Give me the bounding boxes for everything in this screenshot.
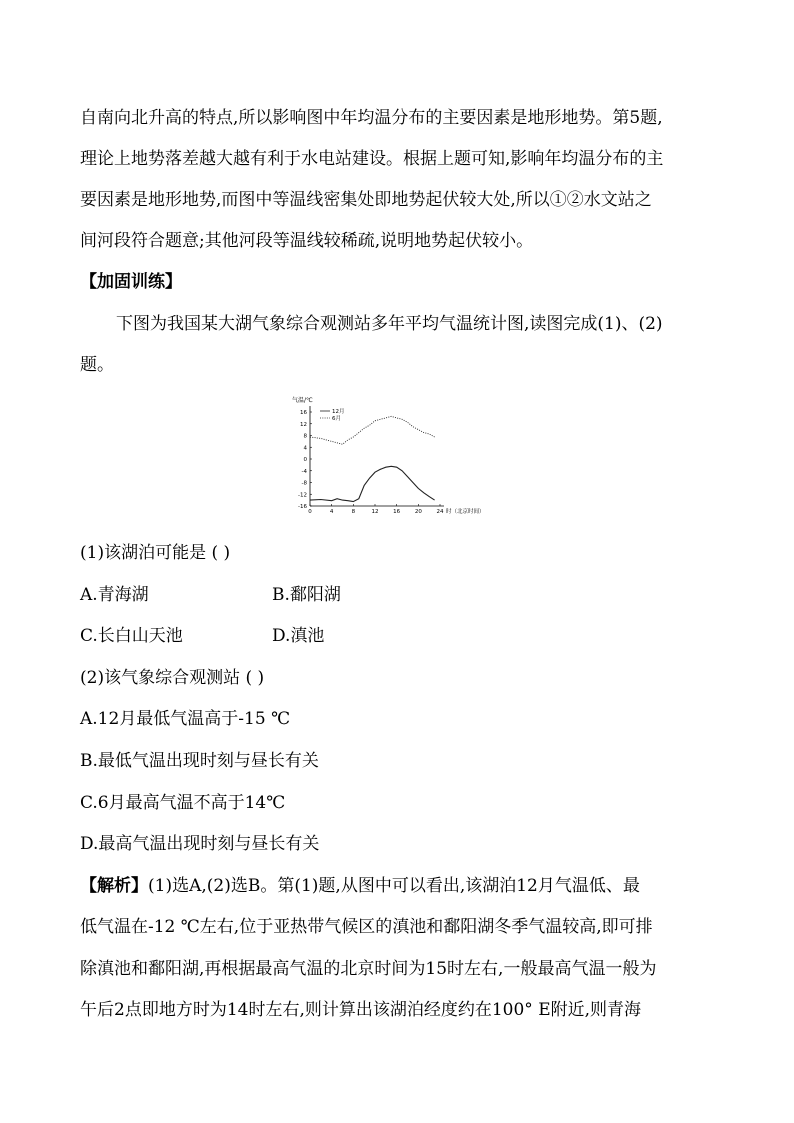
analysis-line-3: 除滇池和鄱阳湖,再根据最高气温的北京时间为15时左右,一般最高气温一般为 bbox=[80, 959, 657, 979]
q1-option-c: C.长白山天池 bbox=[80, 626, 183, 646]
x-tick-label: 8 bbox=[351, 509, 356, 515]
q1-option-b: B.鄱阳湖 bbox=[272, 585, 341, 605]
q2-option-b: B.最低气温出现时刻与昼长有关 bbox=[80, 751, 319, 771]
chart-ticks bbox=[292, 396, 485, 515]
y-tick-label: 16 bbox=[300, 410, 307, 416]
q2-option-d: D.最高气温出现时刻与昼长有关 bbox=[80, 834, 320, 854]
y-tick-label: 0 bbox=[303, 457, 307, 463]
chart-series bbox=[310, 416, 435, 501]
y-tick-label: -4 bbox=[301, 468, 307, 475]
temperature-chart bbox=[288, 394, 508, 516]
chart-axes bbox=[310, 406, 444, 506]
q2-option-a: A.12月最低气温高于-15 ℃ bbox=[80, 709, 291, 729]
analysis-first-line: (1)选A,(2)选B。第(1)题,从图中可以看出,该湖泊12月气温低、最 bbox=[148, 876, 640, 896]
intro-line-1: 下图为我国某大湖气象综合观测站多年平均气温统计图,读图完成(1)、(2) bbox=[116, 314, 663, 334]
paragraph-line-4: 间河段符合题意;其他河段等温线较稀疏,说明地势起伏较小。 bbox=[80, 231, 534, 251]
y-tick-label: -16 bbox=[298, 504, 307, 510]
analysis-line-2: 低气温在-12 ℃左右,位于亚热带气候区的滇池和鄱阳湖冬季气温较高,即可排 bbox=[80, 917, 653, 937]
y-tick-label: 8 bbox=[303, 433, 307, 440]
q1-option-a: A.青海湖 bbox=[80, 585, 149, 605]
paragraph-line-3: 要因素是地形地势,而图中等温线密集处即地势起伏较大处,所以①②水文站之 bbox=[80, 190, 652, 210]
analysis-line-1 bbox=[80, 875, 640, 897]
section-title: 【加固训练】 bbox=[80, 272, 182, 292]
x-axis-label: 时（北京时间） bbox=[446, 509, 485, 515]
y-tick-label: -12 bbox=[298, 492, 307, 499]
x-tick-label: 12 bbox=[371, 509, 379, 515]
question-1-stem: (1)该湖泊可能是 ( ) bbox=[80, 543, 231, 563]
y-axis-label: 气温/℃ bbox=[292, 397, 313, 404]
chart-legend bbox=[320, 407, 345, 422]
q2-option-c: C.6月最高气温不高于14℃ bbox=[80, 793, 286, 813]
analysis-line-4: 午后2点即地方时为14时左右,则计算出该湖泊经度约在100° E附近,则青海 bbox=[80, 1000, 642, 1020]
question-2-stem: (2)该气象综合观测站 ( ) bbox=[80, 668, 265, 688]
paragraph-line-1: 自南向北升高的特点,所以影响图中年均温分布的主要因素是地形地势。第5题, bbox=[80, 108, 663, 128]
x-tick-label: 0 bbox=[308, 509, 312, 515]
intro-line-2: 题。 bbox=[80, 355, 114, 375]
y-tick-label: -8 bbox=[301, 480, 307, 487]
analysis-label: 【解析】 bbox=[80, 876, 148, 896]
paragraph-line-2: 理论上地势落差越大越有利于水电站建设。根据上题可知,影响年均温分布的主 bbox=[80, 149, 664, 169]
y-tick-label: 4 bbox=[303, 445, 307, 452]
x-tick-label: 20 bbox=[414, 509, 422, 515]
y-tick-label: 12 bbox=[300, 421, 307, 428]
x-tick-label: 4 bbox=[329, 509, 334, 515]
x-tick-label: 16 bbox=[393, 509, 401, 515]
q1-option-d: D.滇池 bbox=[272, 626, 325, 646]
x-tick-label: 24 bbox=[436, 509, 444, 515]
series-line-december bbox=[310, 466, 435, 501]
series-line-june bbox=[310, 416, 435, 444]
legend-label: 12月 bbox=[332, 409, 345, 415]
legend-label: 6月 bbox=[332, 416, 341, 422]
